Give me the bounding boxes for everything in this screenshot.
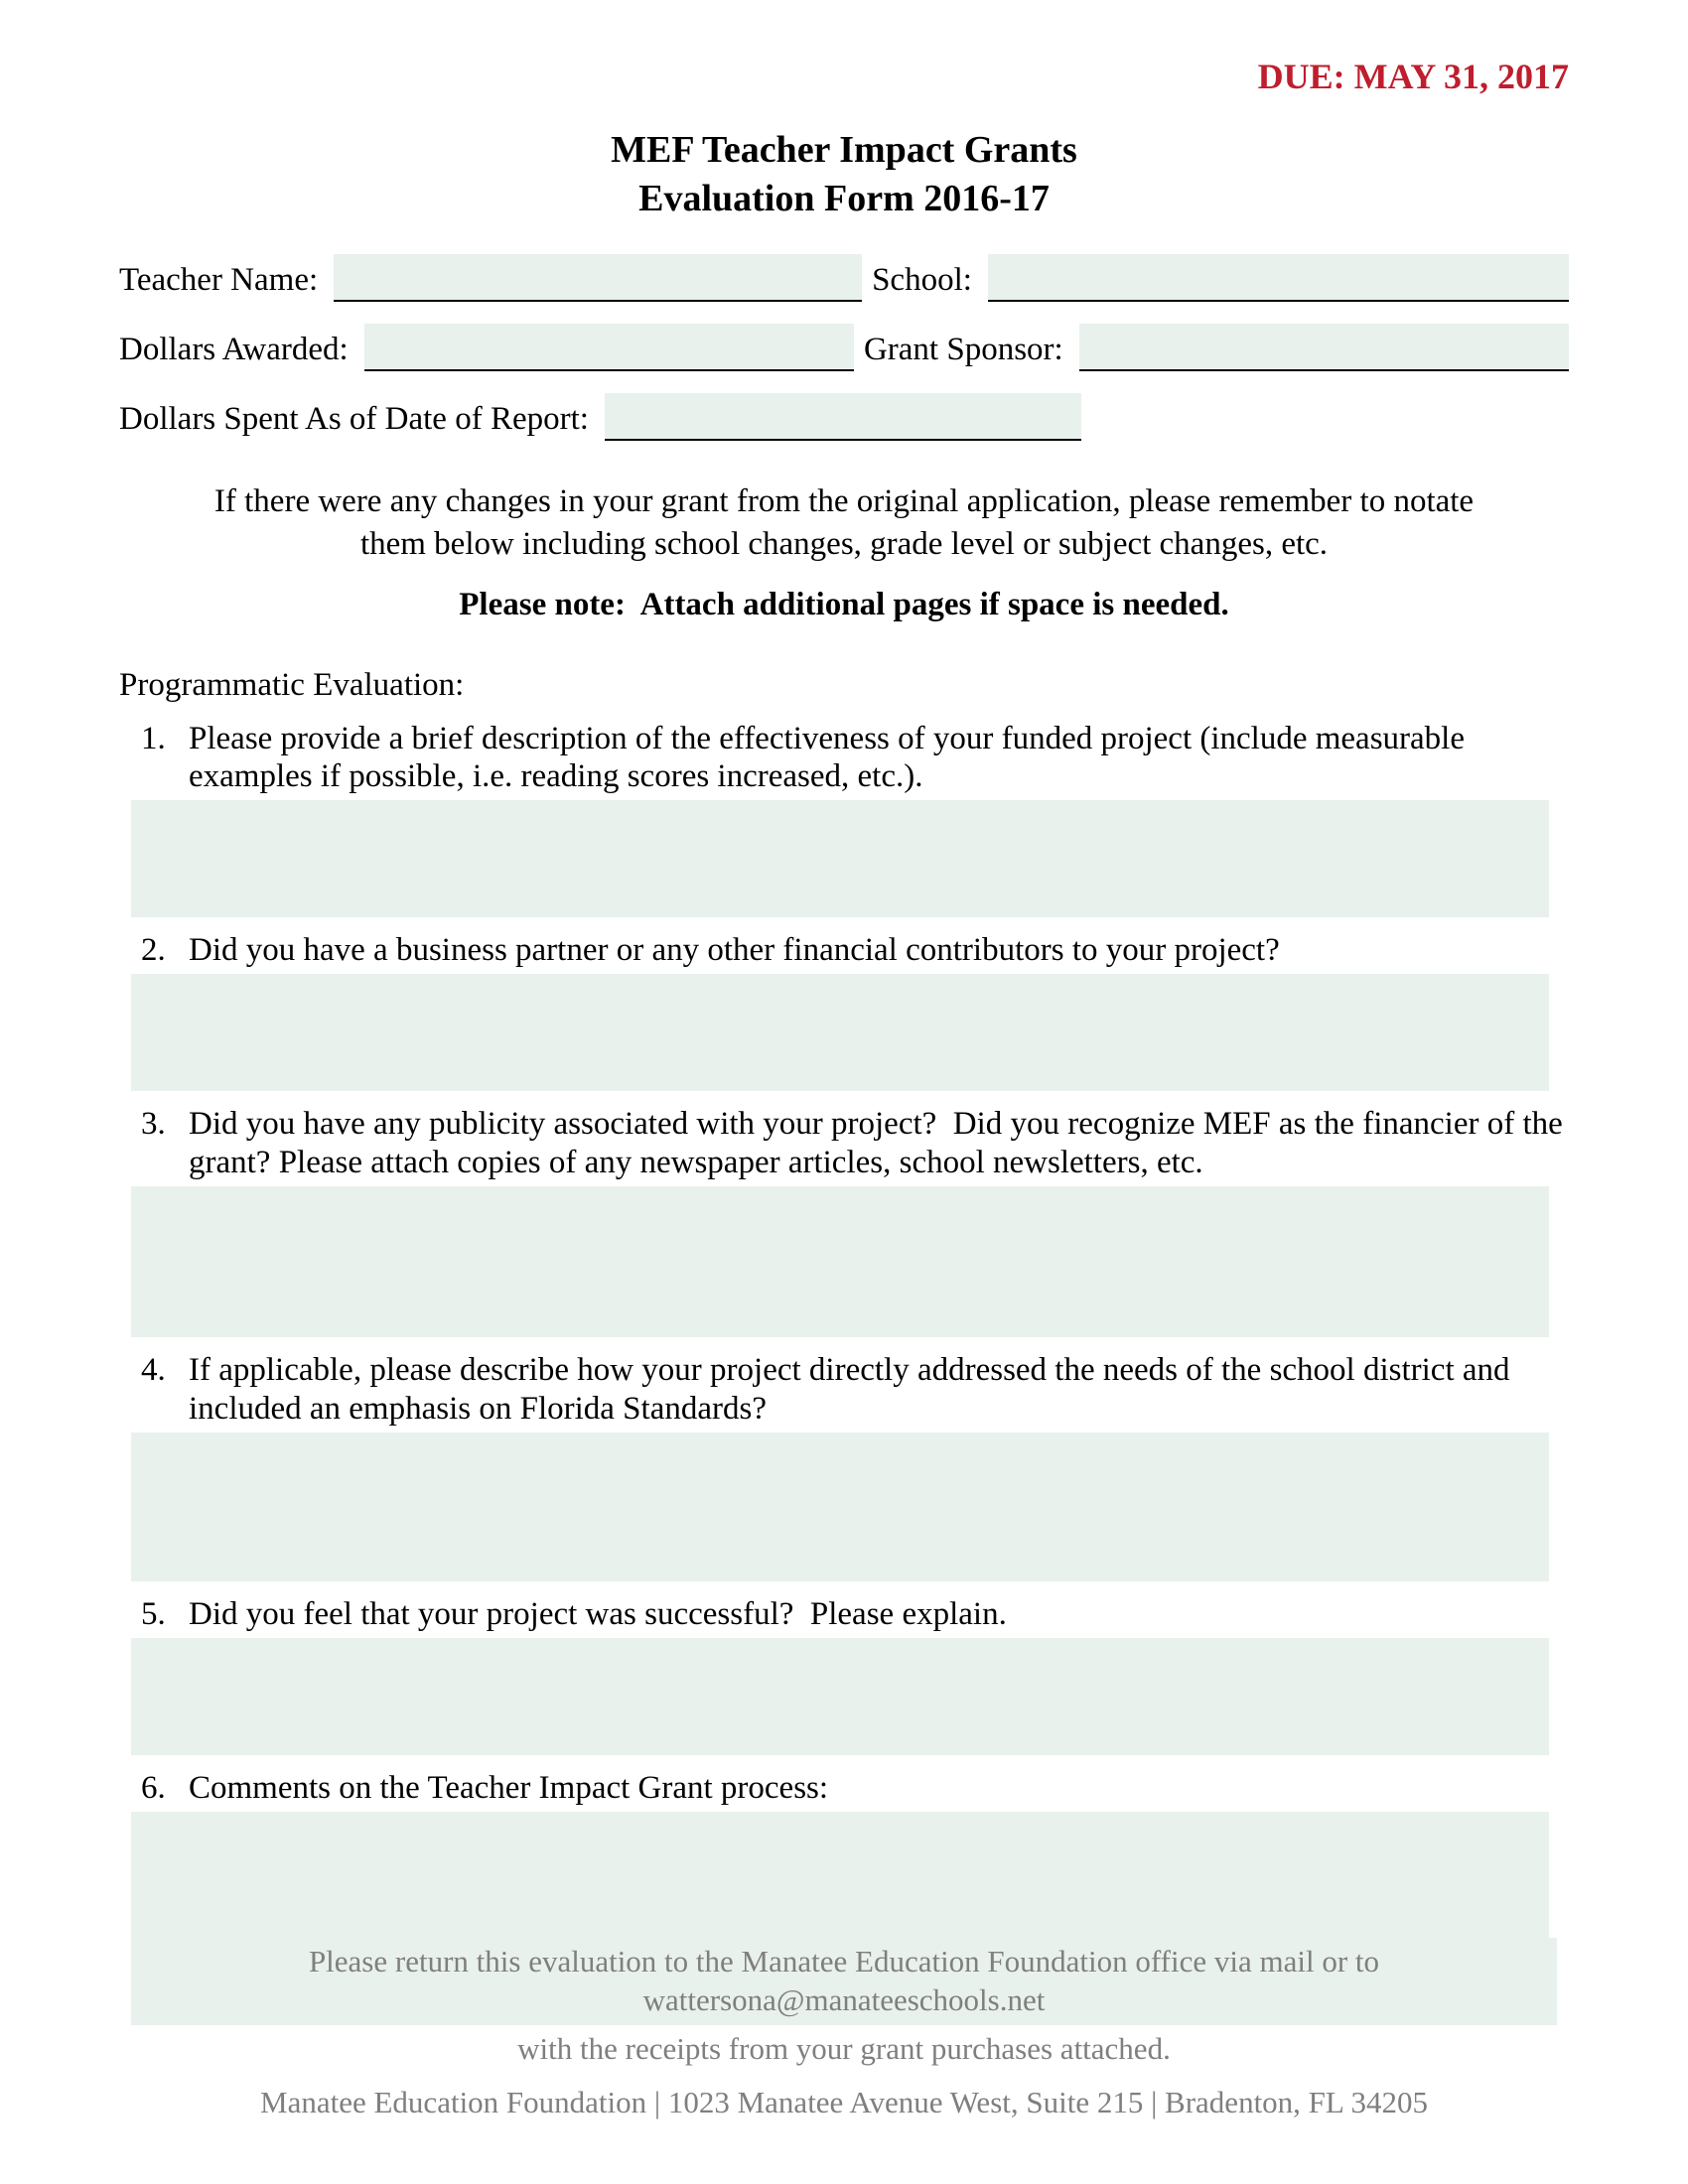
form-title-line2: Evaluation Form 2016-17 <box>638 177 1050 219</box>
form-title <box>119 126 1569 222</box>
question-number: 2. <box>141 932 166 969</box>
answer-field-5[interactable] <box>131 1638 1549 1755</box>
question-item <box>119 1769 1569 1808</box>
dollars-spent-label: Dollars Spent As of Date of Report: <box>119 401 598 438</box>
dollars-awarded-label: Dollars Awarded: <box>119 332 356 368</box>
form-row-dollars-sponsor <box>119 322 1569 371</box>
footer-return-line1: Please return this evaluation to the Manatee Education Foundation office via mail or to wattersona@manateeschools.net <box>131 1938 1557 2025</box>
dollars-awarded-field[interactable] <box>364 324 854 371</box>
due-date: DUE: MAY 31, 2017 <box>1257 57 1569 96</box>
teacher-name-field[interactable] <box>334 254 862 302</box>
grant-sponsor-field[interactable] <box>1079 324 1569 371</box>
header-fields <box>119 252 1569 441</box>
question-number: 5. <box>141 1596 166 1633</box>
question-text: Did you have a business partner or any other financial contributors to your project? <box>189 932 1280 969</box>
form-title-line1: MEF Teacher Impact Grants <box>611 129 1077 171</box>
answer-field-3[interactable] <box>131 1186 1549 1337</box>
section-heading: Programmatic Evaluation: <box>119 666 465 703</box>
question-text: Please provide a brief description of the effectiveness of your funded project (include measurable examples if possible, i.e. reading scores increased, etc.). <box>189 720 1474 795</box>
question-item <box>119 1351 1569 1429</box>
question-item <box>119 931 1569 970</box>
teacher-name-label: Teacher Name: <box>119 262 327 299</box>
question-item <box>119 1105 1572 1182</box>
question-number: 3. <box>141 1106 166 1143</box>
question-text: If applicable, please describe how your project directly addressed the needs of the school district and included an emphasis on Florida Standards? <box>189 1352 1518 1428</box>
question-text: Did you have any publicity associated with your project? Did you recognize MEF as the financier of the grant? Please attach copies of any newspaper articles, school newsletters, etc. <box>189 1106 1572 1181</box>
school-label: School: <box>872 262 981 299</box>
question-number: 1. <box>141 720 166 756</box>
footer-address: Manatee Education Foundation | 1023 Manatee Avenue West, Suite 215 | Bradenton, FL 34205 <box>260 2085 1428 2120</box>
footer <box>119 1938 1569 2122</box>
question-item <box>119 1595 1569 1634</box>
question-number: 4. <box>141 1352 166 1389</box>
school-field[interactable] <box>988 254 1569 302</box>
footer-return-line2: with the receipts from your grant purchases attached. <box>517 2030 1171 2066</box>
attach-note: Please note: Attach additional pages if space is needed. <box>459 587 1229 623</box>
grant-sponsor-label: Grant Sponsor: <box>863 332 1071 368</box>
question-item <box>119 720 1569 797</box>
form-row-name-school <box>119 252 1569 302</box>
changes-note: If there were any changes in your grant from the original application, please remember to notate them below including school changes, grade level or subject changes, etc. <box>213 483 1475 563</box>
question-text: Comments on the Teacher Impact Grant process: <box>189 1770 829 1807</box>
answer-field-2[interactable] <box>131 974 1549 1091</box>
question-text: Did you feel that your project was successful? Please explain. <box>189 1596 1007 1633</box>
question-number: 6. <box>141 1770 166 1807</box>
answer-field-1[interactable] <box>131 800 1549 917</box>
answer-field-4[interactable] <box>131 1433 1549 1581</box>
dollars-spent-field[interactable] <box>605 393 1081 441</box>
questions-list <box>119 720 1572 1961</box>
form-row-dollars-spent <box>119 391 1569 441</box>
